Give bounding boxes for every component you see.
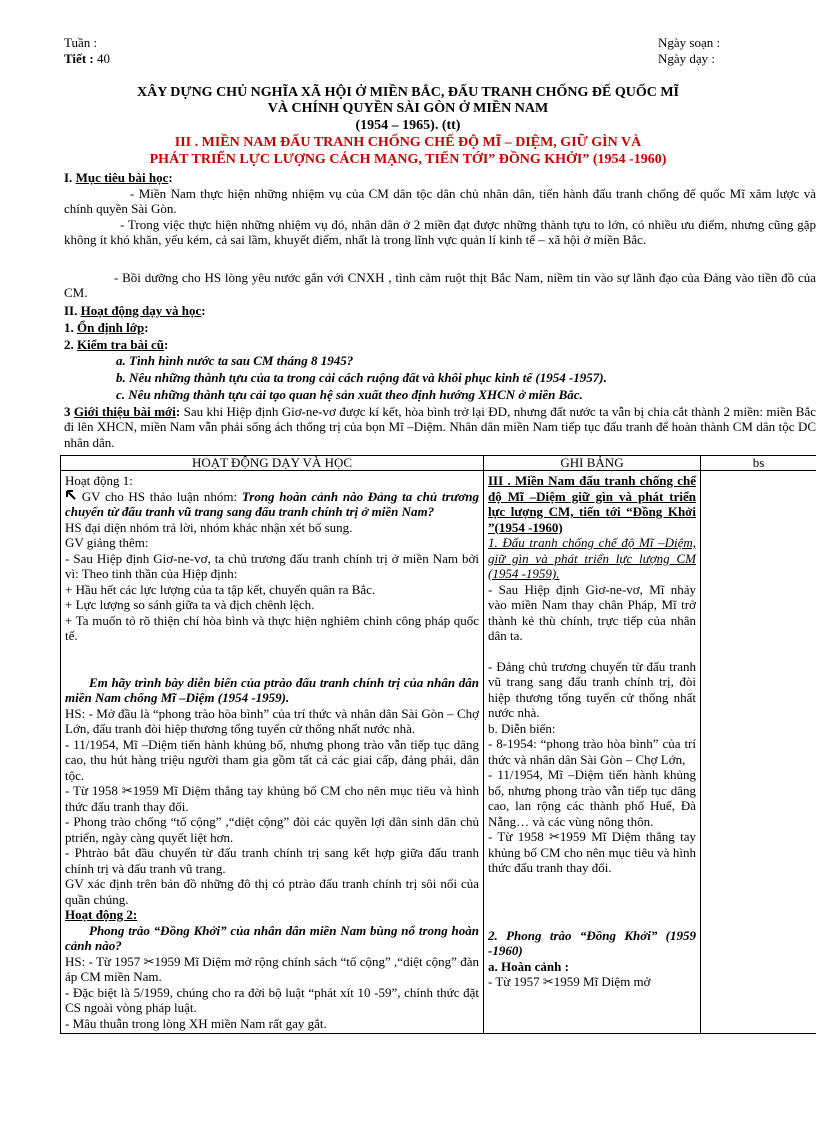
lesson-title-line3: (1954 – 1965). (tt)	[355, 118, 461, 133]
new-lesson-text: Sau khi Hiệp định Giơ-ne-vơ được kí kết, hòa bình trở lại ĐD, nhưng đất nước ta vẫn bị chia cắt thành 2 miền: miền Bắc đi lên XHCN, miền Nam vẫn phải sống ách thống trị của bọn Mĩ –Diệm. Nhân dân miền Nam tiếp tục đấu tranh để hoàn thành CM dân tộc DC nhân dân.	[64, 404, 816, 450]
board-notes-cell	[484, 471, 701, 1034]
lesson-table	[60, 455, 816, 1034]
board-note-6-end: 1959 Mĩ Diệm thẳng tay khủng bố CM cho nên mục tiêu và hình thức đấu tranh thay đổi.	[488, 829, 696, 875]
table-body-row	[61, 471, 816, 1034]
supplement-cell	[701, 471, 816, 1034]
scissors-icon: ✂	[143, 953, 155, 969]
header-supplement: bs	[701, 456, 816, 471]
board-note-8	[488, 974, 696, 990]
period-label-text: Tiết :	[64, 51, 94, 66]
teacher-note-2: + Hầu hết các lực lượng của ta tập kết, chuyển quân ra Bắc.	[65, 581, 376, 597]
board-note-3: b. Diễn biến:	[488, 720, 556, 736]
board-note-8-end: 1959 Mĩ Diệm mở	[553, 974, 651, 989]
board-note-4: - 8-1954: “phong trào hòa bình” của trí thức và nhân dân Sài Gòn – Chợ Lớn,	[488, 736, 696, 767]
board-note-6-start: - Từ 1958	[488, 829, 550, 844]
activity-1-label: Hoạt động 1:	[65, 473, 133, 488]
section-title-line2: PHÁT TRIỂN LỰC LƯỢNG CÁCH MẠNG, TIẾN TỚI” ĐỒNG KHỞI” (1954 -1960)	[149, 152, 667, 167]
week-label: Tuần :	[64, 35, 98, 50]
student-answer-2e: - Phtrào bắt đầu chuyển từ đấu tranh chính trị sang kết hợp giữa đấu tranh chính trị và đấu tranh vũ trang.	[65, 845, 479, 876]
new-lesson-num: 3	[64, 404, 74, 419]
student-answer-2c	[65, 783, 479, 814]
discussion-task-prefix: GV cho HS thảo luận nhóm:	[77, 488, 242, 504]
activities-heading-text: Hoạt động dạy và học	[80, 303, 202, 318]
student-answer-3b: - Đặc biệt là 5/1959, chúng cho ra đời bộ luật “phát xít 10 -59”, chính thức đặt CS ngoài vòng pháp luật.	[65, 984, 479, 1015]
period-label	[64, 51, 110, 67]
student-answer-3c: - Mâu thuẫn trong lòng XH miền Nam rất gay gắt.	[65, 1015, 327, 1031]
scissors-icon: ✂	[121, 783, 133, 798]
class-setup-heading	[64, 320, 149, 336]
review-question-a: a. Tình hình nước ta sau CM tháng 8 1945?	[116, 353, 354, 368]
table-header-row	[61, 456, 816, 471]
teacher-map-note: GV xác định trên bản đồ những đô thị có ptrào đấu tranh chính trị sôi nổi của quần chúng.	[65, 876, 479, 907]
discussion-question-3: Phong trào “Đồng Khởi” của nhân dân miền Nam bùng nổ trong hoàn cảnh nào?	[65, 922, 479, 953]
class-setup-text: Ổn định lớp	[77, 320, 145, 335]
teacher-note-label: GV giảng thêm:	[65, 535, 149, 550]
student-answer-1: HS đại diện nhóm trả lời, nhóm khác nhận xét bổ sung.	[65, 519, 353, 535]
header-board-notes: GHI BẢNG	[484, 456, 701, 471]
board-note-2: - Đảng chủ trương chuyển từ đấu tranh vũ trang sang đấu tranh chính trị, đòi hiệp thương tổng tuyển cử thống nhất nước nhà.	[488, 658, 696, 720]
discussion-question-1: Trong hoàn cảnh nào Đảng ta chủ trương chuyển từ đấu tranh vũ trang sang đấu tranh chính trị ở miền Nam?	[65, 488, 479, 519]
teacher-note-3: + Lực lượng so sánh giữa ta và địch chênh lệch.	[65, 597, 315, 612]
student-answer-2c-start: - Từ 1958	[65, 783, 122, 798]
discussion-question-2: Em hãy trình bày diễn biến của ptrào đấu tranh chính trị của nhân dân miền Nam chống Mĩ –Diệm (1954 -1959).	[65, 674, 479, 705]
student-answer-2a: HS: - Mở đầu là “phong trào hòa bình” của trí thức và nhân dân Sài Gòn – Chợ Lớn, đấu tranh đòi hiệp thương tổng tuyển cử thống nhất nước nhà.	[65, 705, 479, 736]
review-question-c: c. Nêu những thành tựu cải tạo quan hệ sản xuất theo định hướng XHCN ở miền Bắc.	[116, 387, 583, 402]
activities-cell	[61, 471, 484, 1034]
teaching-date-label: Ngày dạy :	[658, 51, 716, 66]
class-setup-colon: :	[144, 320, 149, 335]
board-note-1: - Sau Hiệp định Giơ-ne-vơ, Mĩ nhảy vào miền Nam thay chân Pháp, Mĩ trở thành kẻ thù chính, trực tiếp của nhân dân ta.	[488, 581, 696, 643]
objectives-heading-colon: :	[168, 170, 173, 185]
objective-2: - Trong việc thực hiện những nhiệm vụ đó, nhân dân ở 2 miền đạt được những thành tựu to lớn, có nhiều ưu điểm, nhưng cũng gặp không ít khó khăn, yếu kém, cả sai lầm, khuyết điểm, nhất là trong lĩnh vực quản lí kinh tế – xã hội ở miền Bắc.	[64, 217, 816, 248]
lesson-title-line1: XÂY DỰNG CHỦ NGHĨA XÃ HỘI Ở MIỀN BẮC, ĐẤU TRANH CHỐNG ĐẾ QUỐC MĨ	[137, 85, 679, 100]
period-value: 40	[96, 51, 110, 66]
arrow-northwest-icon	[65, 489, 77, 505]
review-colon: :	[164, 337, 169, 352]
student-answer-3a-start: HS: - Từ 1957	[65, 953, 144, 969]
student-answer-2b: - 11/1954, Mĩ –Diệm tiến hành khủng bố, nhưng phong trào vẫn tiếp tục dâng cao, thu hút hàng triệu người tham gia gồm tất cả các giai cấp, đảng phái, dân tộc.	[65, 736, 479, 783]
teacher-note-1: - Sau Hiệp định Giơ-ne-vơ, ta chủ trương đấu tranh chính trị ở miền Nam bởi vì: Theo tinh thần của Hiệp định:	[65, 550, 479, 581]
student-answer-2c-end: 1959 Mĩ Diệm thẳng tay khủng bố CM cho nên mục tiêu và hình thức đấu tranh thay đổi.	[65, 783, 480, 814]
review-question-b: b. Nêu những thành tựu của ta trong cải cách ruộng đất và khôi phục kinh tế (1954 -1957).	[116, 370, 607, 385]
board-subsection-2: 2. Phong trào “Đồng Khởi” (1959 -1960)	[488, 927, 696, 958]
scissors-icon: ✂	[542, 974, 554, 989]
objectives-heading-text: Mục tiêu bài học	[75, 170, 169, 185]
board-note-6	[488, 829, 696, 876]
student-answer-3a	[65, 954, 479, 985]
review-num: 2.	[64, 337, 77, 352]
board-note-7: a. Hoàn cảnh :	[488, 958, 569, 974]
board-section-title: III . Miền Nam đấu tranh chống chế độ Mĩ –Diệm giữ gìn và phát triển lực lượng CM, tiến tới “Đồng Khởi ”(1954 -1960)	[488, 473, 696, 535]
lesson-title-line2: VÀ CHÍNH QUYỀN SÀI GÒN Ở MIỀN NAM	[267, 101, 549, 116]
scissors-icon: ✂	[549, 829, 560, 844]
activities-heading	[64, 303, 206, 319]
objectives-heading	[64, 170, 173, 186]
board-subsection-1: 1. Đấu tranh chống chế độ Mĩ –Diệm, giữ gìn và phát triển lực lượng CM (1954 -1959).	[488, 535, 696, 581]
review-heading	[64, 337, 168, 353]
prepared-date-label: Ngày soạn :	[658, 35, 721, 50]
discussion-task	[65, 489, 479, 520]
objectives-heading-num: I.	[64, 170, 76, 185]
activities-heading-colon: :	[201, 303, 206, 318]
board-note-5: - 11/1954, Mĩ –Diệm tiến hành khủng bố, nhưng phong trào vẫn tiếp tục dâng cao, lan rộng các thành phố Huế, Đà Nẵng… và các vùng nông thôn.	[488, 767, 696, 829]
board-note-8-start: - Từ 1957	[488, 974, 543, 989]
new-lesson-intro	[64, 404, 816, 450]
class-setup-num: 1.	[64, 320, 77, 335]
activity-2-label: Hoạt động 2:	[65, 907, 138, 922]
objective-3: - Bồi dưỡng cho HS lòng yêu nước gắn với CNXH , tình cảm ruột thịt Bắc Nam, niềm tin vào sự lãnh đạo của Đảng vào tiền đồ của CM.	[64, 270, 816, 301]
review-text: Kiểm tra bài cũ	[77, 337, 165, 352]
student-answer-2d: - Phong trào chống “tố cộng” ,“diệt cộng” đòi các quyền lợi dân sinh dân chủ ptriển, ngày càng quyết liệt hơn.	[65, 814, 479, 845]
new-lesson-colon: :	[175, 404, 181, 419]
section-title-line1: III . MIỀN NAM ĐẤU TRANH CHỐNG CHẾ ĐỘ MĨ – DIỆM, GIỮ GÌN VÀ	[174, 135, 642, 150]
objective-1: - Miền Nam thực hiện những nhiệm vụ của CM dân tộc dân chủ nhân dân, tiến hành đấu tranh chống đế quốc Mĩ xâm lược và chính quyền Sài Gòn.	[64, 186, 816, 217]
teacher-note-4: + Ta muốn tỏ rõ thiện chí hòa bình và thực hiện nghiêm chỉnh công pháp quốc tế.	[65, 612, 479, 643]
new-lesson-heading: Giới thiệu bài mới	[73, 404, 176, 419]
activities-heading-num: II.	[64, 303, 81, 318]
student-answer-3a-end: 1959 Mĩ Diệm mở rộng chính sách “tố cộng” ,“diệt cộng” đàn áp CM miền Nam.	[65, 953, 479, 984]
header-activities: HOẠT ĐỘNG DẠY VÀ HỌC	[61, 456, 484, 471]
